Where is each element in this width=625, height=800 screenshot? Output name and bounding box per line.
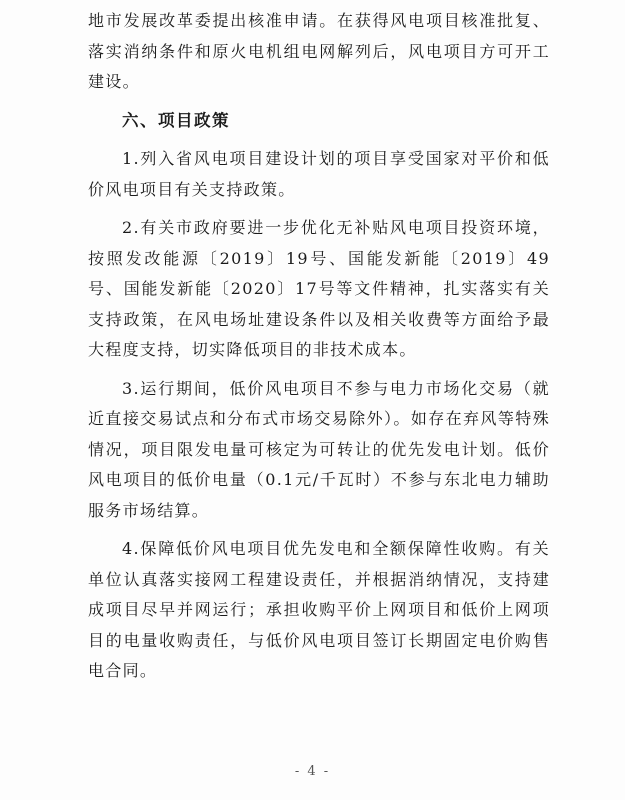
policy-item-2: 2.有关市政府要进一步优化无补贴风电项目投资环境，按照发改能源〔2019〕19号、国能发新能〔2019〕49号、国能发新能〔2020〕17号等文件精神，扎实落实有关支持政策，在风电场址建设条件以及相关收费等方面给予最大程度支持，切实降低项目的非技术成本。 [88, 218, 550, 359]
policy-item-3: 3.运行期间，低价风电项目不参与电力市场化交易（就近直接交易试点和分布式市场交易除外）。如存在弃风等特殊情况，项目限发电量可核定为可转让的优先发电计划。低价风电项目的低价电量（0.1元/千瓦时）不参与东北电力辅助服务市场结算。 [88, 378, 550, 520]
continued-paragraph: 地市发展改革委提出核准申请。在获得风电项目核准批复、落实消纳条件和原火电机组电网解列后，风电项目方可开工建设。 [88, 11, 550, 91]
section-heading: 六、项目政策 [122, 110, 230, 130]
policy-item-4: 4.保障低价风电项目优先发电和全额保障性收购。有关单位认真落实接网工程建设责任，并根据消纳情况，支持建成项目尽早并网运行；承担收购平价上网项目和低价上网项目的电量收购责任，与低价风电项目签订长期固定电价购售电合同。 [88, 539, 550, 680]
policy-item-1: 1.列入省风电项目建设计划的项目享受国家对平价和低价风电项目有关支持政策。 [88, 149, 550, 199]
document-body [88, 6, 550, 695]
page-number: - 4 - [294, 764, 331, 779]
